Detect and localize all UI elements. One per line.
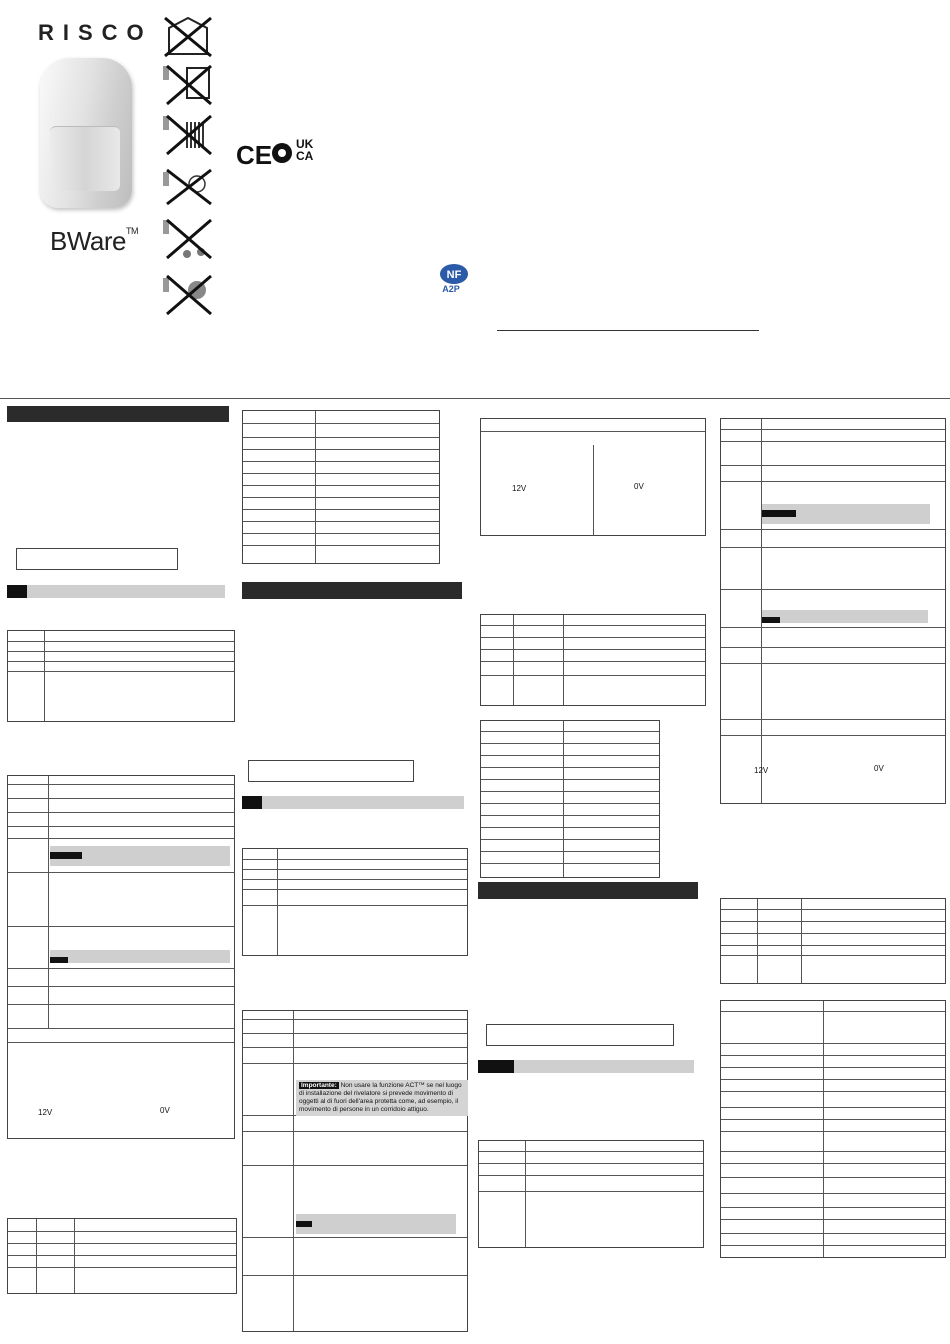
product-name: BWare™ — [50, 226, 138, 256]
note-bar — [762, 504, 930, 524]
section-header — [7, 406, 229, 422]
section-header — [478, 882, 698, 899]
led-table — [480, 614, 706, 706]
no-outdoor-icon — [161, 14, 215, 58]
range-table — [486, 1024, 674, 1046]
specs-table — [720, 1000, 946, 1258]
setup-table — [478, 1140, 704, 1248]
ce-mark: CE — [236, 140, 273, 170]
recycling-icon — [270, 141, 294, 165]
note-bar — [762, 610, 928, 623]
nf-a2p-logo — [436, 262, 472, 298]
specs-table — [480, 720, 660, 878]
risco-logo: RISCO — [38, 20, 153, 45]
svg-text:NF: NF — [446, 269, 462, 281]
detector-photo — [40, 58, 132, 208]
led-table — [7, 1218, 237, 1294]
jumper-12v-label: 12V — [754, 766, 769, 775]
setup-table — [242, 848, 468, 956]
jumper-0v-label: 0V — [160, 1106, 170, 1115]
jumper-12v-label: 12V — [38, 1108, 53, 1117]
specs-table — [242, 410, 440, 564]
svg-text:A2P: A2P — [442, 284, 460, 294]
note-bar — [478, 1060, 694, 1073]
note-bar — [242, 796, 464, 809]
no-window-icon — [161, 62, 215, 106]
jumper-0v-label: 0V — [874, 764, 884, 773]
no-temperature-change-icon — [161, 216, 215, 260]
fold-line — [0, 398, 950, 399]
no-fan-icon — [161, 162, 215, 206]
dip-switch-table — [242, 1010, 468, 1332]
range-table — [248, 760, 414, 782]
divider — [497, 330, 759, 331]
jumper-0v-label: 0V — [634, 482, 644, 491]
note-bar — [296, 1214, 456, 1234]
no-heater-icon — [161, 112, 215, 156]
section-header — [242, 582, 462, 599]
led-table — [720, 898, 946, 984]
note-bar — [50, 950, 230, 963]
note-bar — [7, 585, 225, 598]
jumper-table — [480, 418, 706, 536]
no-direct-light-icon — [161, 272, 215, 316]
jumper-12v-label: 12V — [512, 484, 527, 493]
note-bar — [50, 846, 230, 866]
range-table — [16, 548, 178, 570]
setup-table — [7, 630, 235, 722]
ukca-mark: UK CA — [296, 137, 314, 163]
important-note: Importante: Non usare la funzione ACT™ se nel luogo di installazione del rivelatore si prevede movimento di oggetti al di fuori dell'area protetta come, ad esempio, il movimento di persone in un corridoio attiguo. — [296, 1080, 468, 1116]
